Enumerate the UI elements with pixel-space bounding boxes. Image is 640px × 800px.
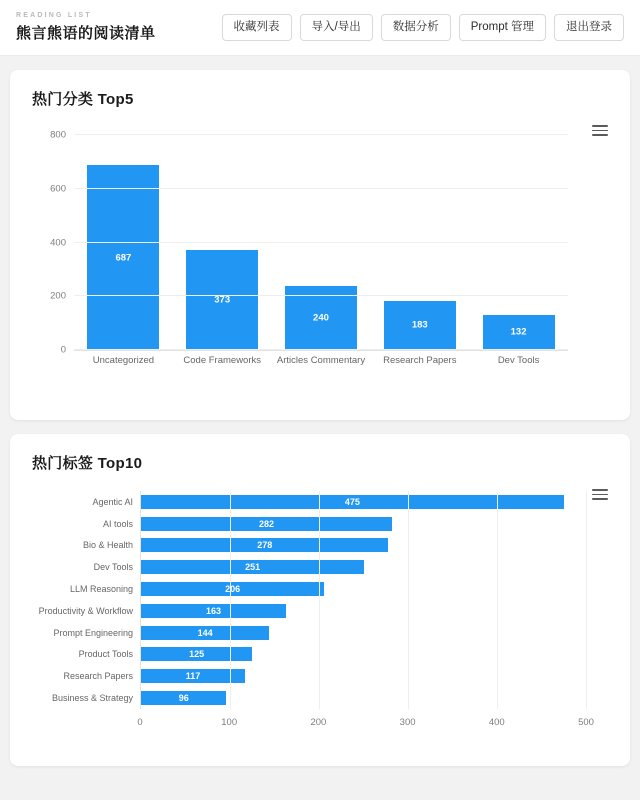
column-chart-plot-area xyxy=(50,129,568,356)
bar-fill[interactable] xyxy=(141,495,564,509)
y-axis-category-label: Product Tools xyxy=(78,649,133,660)
y-axis-category-label: Productivity & Workflow xyxy=(38,605,133,616)
y-axis-category-label: Prompt Engineering xyxy=(53,627,133,638)
x-axis-tick-label: 200 xyxy=(310,717,327,728)
bar-fill[interactable] xyxy=(141,582,324,596)
x-axis-category-label: Dev Tools xyxy=(497,355,540,366)
column-item xyxy=(373,135,467,350)
nav-prompt-management[interactable]: Prompt 管理 xyxy=(459,14,546,42)
x-axis-tick-label: 0 xyxy=(137,717,143,728)
column-bar[interactable] xyxy=(483,315,555,350)
y-axis-category-label: LLM Reasoning xyxy=(69,584,133,595)
bar-row xyxy=(69,582,586,596)
y-axis-category-label: Research Papers xyxy=(63,671,133,682)
bar-value-label: 251 xyxy=(245,562,261,573)
x-axis-category-label: Articles Commentary xyxy=(276,355,366,366)
y-axis-category-label: Bio & Health xyxy=(82,540,133,551)
column-chart-x-axis xyxy=(74,355,568,366)
column-value-label: 240 xyxy=(313,312,329,324)
y-axis-tick-label: 400 xyxy=(50,237,66,248)
nav-logout[interactable]: 退出登录 xyxy=(554,14,624,42)
column-item xyxy=(76,135,170,350)
brand-kicker: READING LIST xyxy=(16,12,92,19)
bar-value-label: 282 xyxy=(258,518,274,529)
column-item xyxy=(472,135,566,350)
x-axis-category-label: Code Frameworks xyxy=(183,355,261,366)
gridline xyxy=(60,344,568,356)
bar-row xyxy=(51,691,586,705)
column-bar[interactable] xyxy=(87,165,159,350)
column-value-label: 687 xyxy=(115,252,132,264)
nav-import-export[interactable]: 导入/导出 xyxy=(300,14,373,42)
y-axis-tick-label: 800 xyxy=(50,129,66,141)
card-top-categories xyxy=(10,70,630,420)
column-item xyxy=(274,135,368,350)
bar-value-label: 475 xyxy=(344,496,360,507)
bar-value-label: 144 xyxy=(197,627,213,638)
bar-row xyxy=(92,495,586,509)
x-axis-category-label: Research Papers xyxy=(383,355,457,366)
column-value-label: 132 xyxy=(510,326,527,338)
column-bar[interactable] xyxy=(384,301,456,350)
bar-value-label: 278 xyxy=(257,540,273,551)
app-header xyxy=(0,0,640,56)
x-axis-category-label: Uncategorized xyxy=(92,355,155,366)
column-value-label: 373 xyxy=(214,294,231,306)
bar-chart-plot-area xyxy=(38,491,586,709)
bar-chart-x-axis xyxy=(137,717,594,731)
bar-fill[interactable] xyxy=(141,517,392,531)
bar-chart-tags xyxy=(30,487,610,735)
gridline xyxy=(319,491,320,709)
x-axis-tick-label: 400 xyxy=(488,717,505,728)
gridline xyxy=(586,491,587,709)
bar-rows xyxy=(38,491,586,709)
y-axis-category-label: Business & Strategy xyxy=(51,693,133,704)
y-axis-category-label: Agentic AI xyxy=(92,496,133,507)
bar-fill[interactable] xyxy=(141,691,226,705)
bar-value-label: 163 xyxy=(206,605,222,616)
bar-value-label: 206 xyxy=(225,584,241,595)
brand xyxy=(16,12,156,43)
y-axis-tick-label: 200 xyxy=(50,290,66,302)
gridline xyxy=(230,491,231,709)
bar-row xyxy=(53,626,586,640)
nav-collection-list[interactable]: 收藏列表 xyxy=(222,14,292,42)
header-nav xyxy=(222,14,624,42)
gridline xyxy=(408,491,409,709)
y-axis-tick-label: 0 xyxy=(60,344,66,356)
x-axis-tick-label: 300 xyxy=(399,717,416,728)
page-title: 熊言熊语的阅读清单 xyxy=(16,25,156,42)
bar-value-label: 96 xyxy=(178,693,189,704)
bar-row xyxy=(78,647,586,661)
bar-row xyxy=(82,538,586,552)
column-item xyxy=(175,135,269,350)
y-axis-tick-label: 600 xyxy=(50,183,66,195)
gridline xyxy=(50,129,568,141)
gridline xyxy=(497,491,498,709)
column-bars xyxy=(74,135,568,350)
bar-row xyxy=(93,560,586,574)
card-top-tags xyxy=(10,434,630,766)
column-chart-categories xyxy=(30,127,610,377)
column-value-label: 183 xyxy=(411,319,428,331)
bar-fill[interactable] xyxy=(141,626,269,640)
bar-fill[interactable] xyxy=(141,604,286,618)
bar-value-label: 117 xyxy=(185,671,201,682)
column-bar[interactable] xyxy=(186,250,258,350)
bar-row xyxy=(38,604,586,618)
y-axis-category-label: Dev Tools xyxy=(93,562,133,573)
bar-fill[interactable] xyxy=(141,647,252,661)
card-title-categories: 热门分类 Top5 xyxy=(32,91,134,108)
gridline xyxy=(50,183,568,195)
x-axis-tick-label: 100 xyxy=(221,717,238,728)
bar-value-label: 125 xyxy=(189,649,205,660)
bar-fill[interactable] xyxy=(141,538,388,552)
card-title-tags: 热门标签 Top10 xyxy=(32,455,143,472)
x-axis-tick-label: 500 xyxy=(578,717,594,728)
bar-row xyxy=(102,517,586,531)
gridline xyxy=(50,237,568,248)
nav-analytics[interactable]: 数据分析 xyxy=(381,14,451,42)
bar-fill[interactable] xyxy=(141,560,364,574)
bar-row xyxy=(63,669,586,683)
y-axis-category-label: AI tools xyxy=(102,518,133,529)
